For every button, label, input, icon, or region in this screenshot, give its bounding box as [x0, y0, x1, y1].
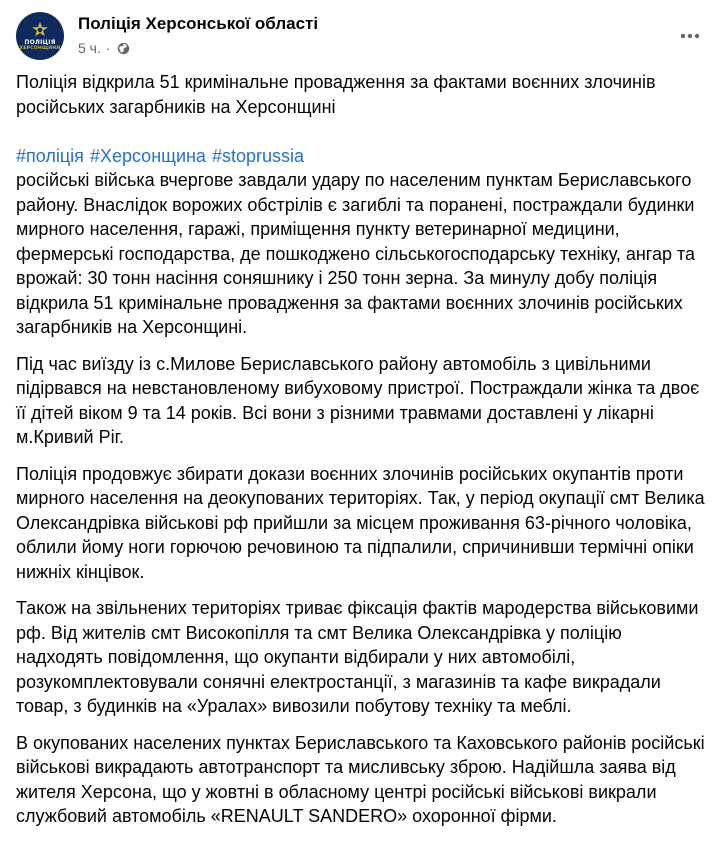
post-paragraph: Під час виїзду із с.Милове Бериславського району автомобіль з цивільними підірвався на невстановленому вибуховому пристрої. Постраждали жінка та двоє її дітей віком 9 та 14 років. Всі вони з різними травмами доставлені у лікарні м.Кривий Ріг. [16, 353, 700, 447]
page-name-link[interactable]: Поліція Херсонської області [78, 14, 319, 33]
post-header [16, 12, 708, 62]
hashtag-link[interactable]: #поліція [16, 145, 84, 166]
more-horizontal-icon [680, 33, 700, 39]
more-options-button[interactable] [672, 18, 708, 54]
post-paragraph: російські війська вчергове завдали удару по населеним пунктам Бериславського району. Внаслідок ворожих обстрілів є загиблі та поранені, постраждали будинки мирного населення, гаражі, приміщення пункту ветеринарної медицини, фермерські господарства, де пошкоджено сільськогосподарську техніку, ангар та врожай: 30 тонн насіння соняшнику і 250 тонн зерна. За минулу добу поліція відкрила 51 кримінальне провадження за фактами воєнних злочинів російських загарбників на Херсонщині. [16, 170, 696, 337]
police-star-icon [31, 21, 49, 39]
post-paragraph: В окупованих населених пунктах Бериславського та Каховського районів російські військові викрадають автотранспорт та мисливську зброю. Надійшла заява від жителя Херсона, що у жовтні в обласному центрі російські військові викрали службовий автомобіль «RENAULT SANDERO» охоронної фірми. [16, 732, 705, 826]
avatar-logo-text: ПОЛІЦІЯ [24, 39, 56, 46]
hashtag-list [16, 119, 708, 168]
post-paragraph: Також на звільнених територіях триває фіксація фактів мародерства військовими рф. Від жителів смт Високопілля та смт Велика Олександрівка у поліцію надходять повідомлення, що окупанти відбирали у них автомобілі, розукомплектовували сонячні електростанції, з магазинів та кафе викрадали товар, з будинків на «Уралах» вивозили побутову техніку та меблі. [16, 598, 699, 716]
post-meta [78, 40, 130, 56]
avatar-logo-subtext: ХЕРСОНЩИНИ [19, 46, 61, 51]
meta-separator: · [105, 40, 111, 56]
timestamp-link[interactable]: 5 ч. [78, 40, 101, 56]
globe-icon[interactable] [117, 42, 130, 55]
post-paragraph: Поліція продовжує збирати докази воєнних злочинів російських окупантів проти мирного населення на деокупованих територіях. Так, у період окупації смт Велика Олександрівка військові рф прийшли за місцем проживання 63-річного чоловіка, облили йому ноги горючою речовиною та підпалили, спричинивши термічні опіки нижніх кінцівок. [16, 463, 705, 582]
hashtag-link[interactable]: #Херсонщина [89, 145, 206, 166]
avatar[interactable] [16, 12, 64, 60]
post-body [16, 70, 708, 841]
post-title: Поліція відкрила 51 кримінальне провадження за фактами воєнних злочинів російських загарбників на Херсонщині [16, 72, 656, 117]
hashtag-link[interactable]: #stoprussia [211, 145, 305, 166]
